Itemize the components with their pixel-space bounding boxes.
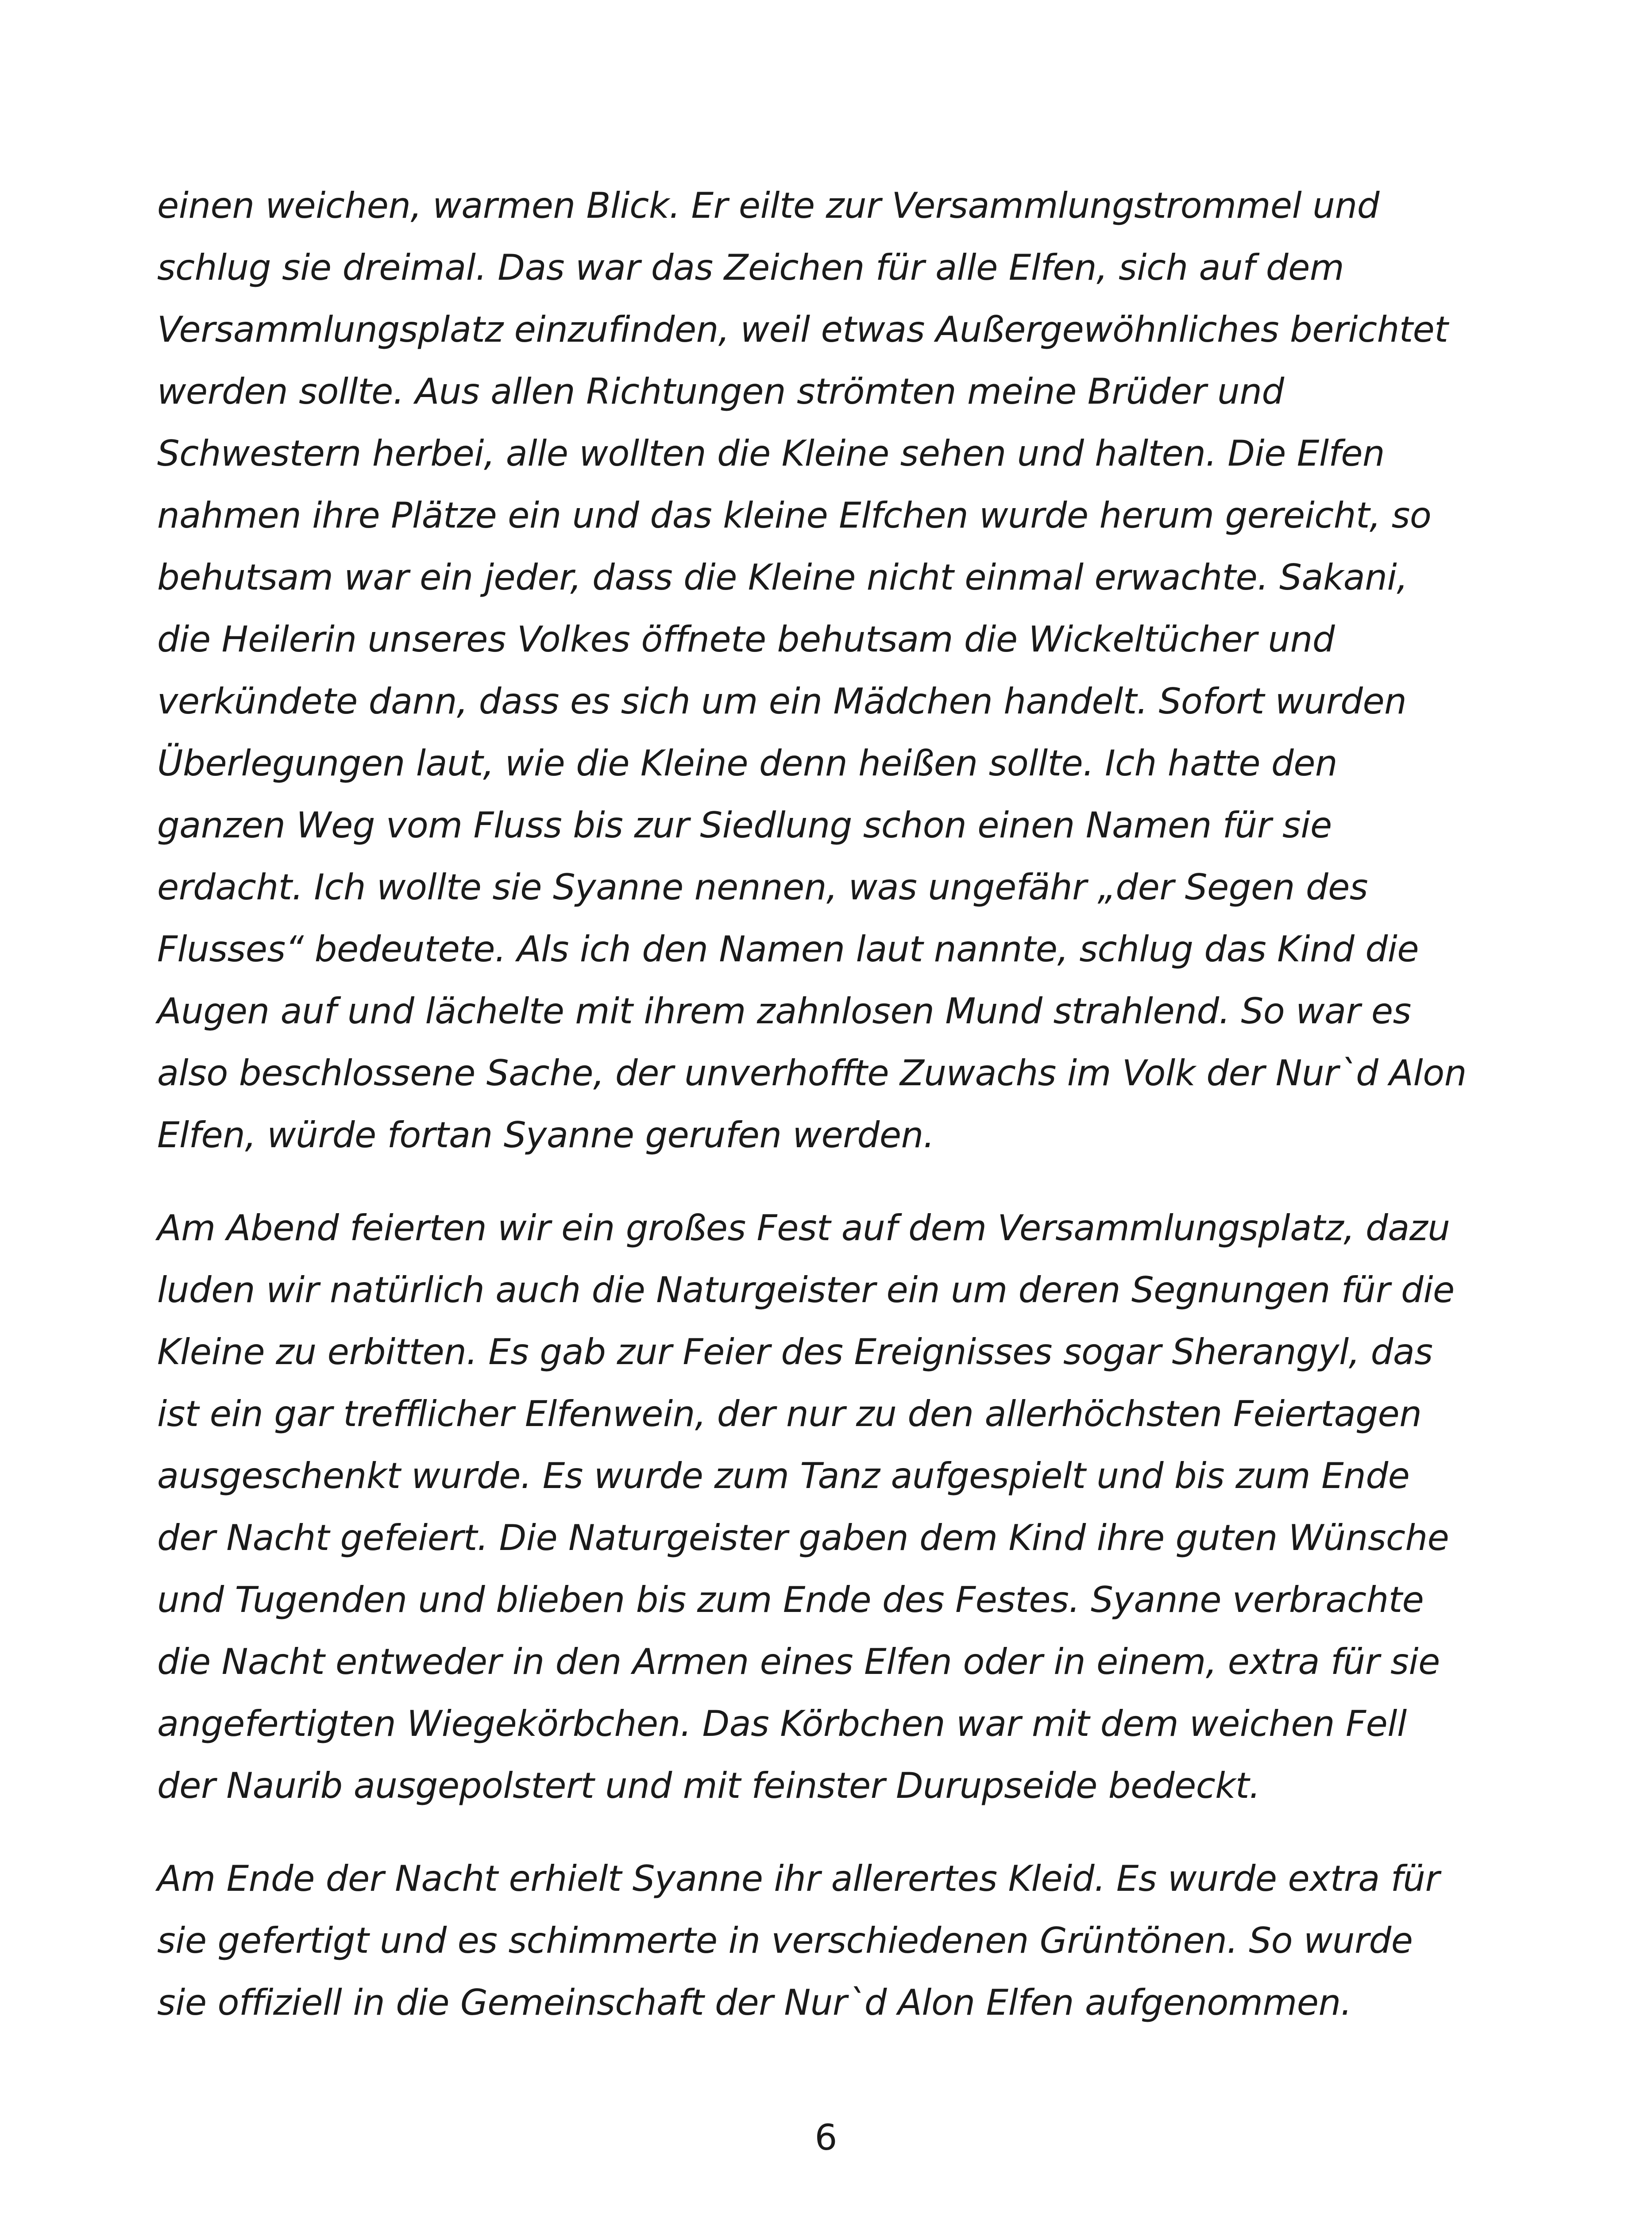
paragraph-3: Am Ende der Nacht erhielt Syanne ihr allerertes Kleid. Es wurde extra für sie gefertigt und es schimmerte in verschiedenen Grüntönen. So wurde sie offiziell in die Gemeinschaft der Nur`d Alon Elfen aufgenommen.: [157, 1858, 1440, 2023]
page-number: 6: [814, 2117, 838, 2158]
paragraph-1: einen weichen, warmen Blick. Er eilte zur Versammlungstrommel und schlug sie dreimal. Das war das Zeichen für alle Elfen, sich auf dem Versammlungsplatz einzufinden, weil etwas Außergewöhnliches berichtet werden sollte. Aus allen Richtungen strömten meine Brüder und Schwestern herbei, alle wollten die Kleine sehen und halten. Die Elfen nahmen ihre Plätze ein und das kleine Elfchen wurde herum gereicht, so behutsam war ein jeder, dass die Kleine nicht einmal erwachte. Sakani, die Heilerin unseres Volkes öffnete behutsam die Wickeltücher und verkündete dann, dass es sich um ein Mädchen handelt. Sofort wurden Überlegungen laut, wie die Kleine denn heißen sollte. Ich hatte den ganzen Weg vom Fluss bis zur Siedlung schon einen Namen für sie erdacht. Ich wollte sie Syanne nennen, was ungefähr „der Segen des Flusses“ bedeutete. Als ich den Namen laut nannte, schlug das Kind die Augen auf und lächelte mit ihrem zahnlosen Mund strahlend. So war es also beschlossene Sache, der unverhoffte Zuwachs im Volk der Nur`d Alon Elfen, würde fortan Syanne gerufen werden.: [157, 185, 1467, 1156]
body-text: [157, 175, 1494, 2065]
paragraph-2: Am Abend feierten wir ein großes Fest auf dem Versammlungsplatz, dazu luden wir natürlich auch die Naturgeister ein um deren Segnungen für die Kleine zu erbitten. Es gab zur Feier des Ereignisses sogar Sherangyl, das ist ein gar trefflicher Elfenwein, der nur zu den allerhöchsten Feiertagen ausgeschenkt wurde. Es wurde zum Tanz aufgespielt und bis zum Ende der Nacht gefeiert. Die Naturgeister gaben dem Kind ihre guten Wünsche und Tugenden und blieben bis zum Ende des Festes. Syanne verbrachte die Nacht entweder in den Armen eines Elfen oder in einem, extra für sie angefertigten Wiegekörbchen. Das Körbchen war mit dem weichen Fell der Naurib ausgepolstert und mit feinster Durupseide bedeckt.: [157, 1207, 1455, 1806]
